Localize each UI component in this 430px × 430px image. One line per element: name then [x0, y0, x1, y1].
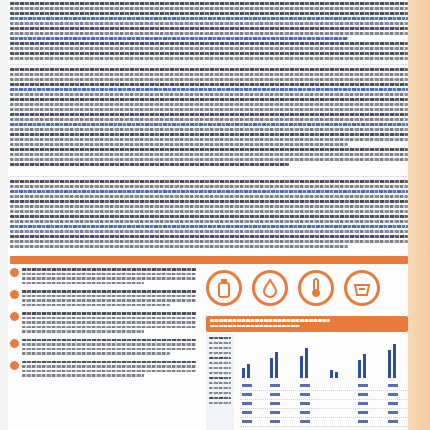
dosage-bar — [206, 316, 408, 332]
prep-step — [10, 339, 196, 355]
divider — [10, 64, 408, 65]
table-row — [240, 382, 408, 391]
table-row — [240, 400, 408, 409]
preparation-steps — [10, 268, 196, 430]
table-row — [240, 418, 408, 427]
prep-step — [10, 361, 196, 377]
table-row — [240, 391, 408, 400]
preparation-visuals — [206, 268, 408, 430]
prep-step — [10, 268, 196, 284]
feeding-table-age-column — [206, 334, 234, 430]
prep-icons — [206, 268, 408, 314]
right-edge-strip — [408, 0, 430, 430]
thermometer-icon — [298, 270, 334, 306]
allergen-text-block — [10, 180, 408, 250]
feeding-table — [206, 334, 408, 430]
preparation-header — [10, 256, 408, 264]
measure-icon — [344, 270, 380, 306]
ingredients-text-block — [10, 2, 408, 62]
bottle-icon — [206, 270, 242, 306]
water-icon — [252, 270, 288, 306]
feeding-table-bars — [240, 338, 408, 378]
divider — [10, 176, 408, 177]
prep-step — [10, 312, 196, 333]
left-edge-strip — [0, 0, 8, 430]
nutrition-text-block — [10, 68, 408, 168]
table-row — [240, 409, 408, 418]
feeding-table-rows — [240, 382, 408, 428]
prep-step — [10, 290, 196, 306]
label-content — [10, 0, 408, 430]
